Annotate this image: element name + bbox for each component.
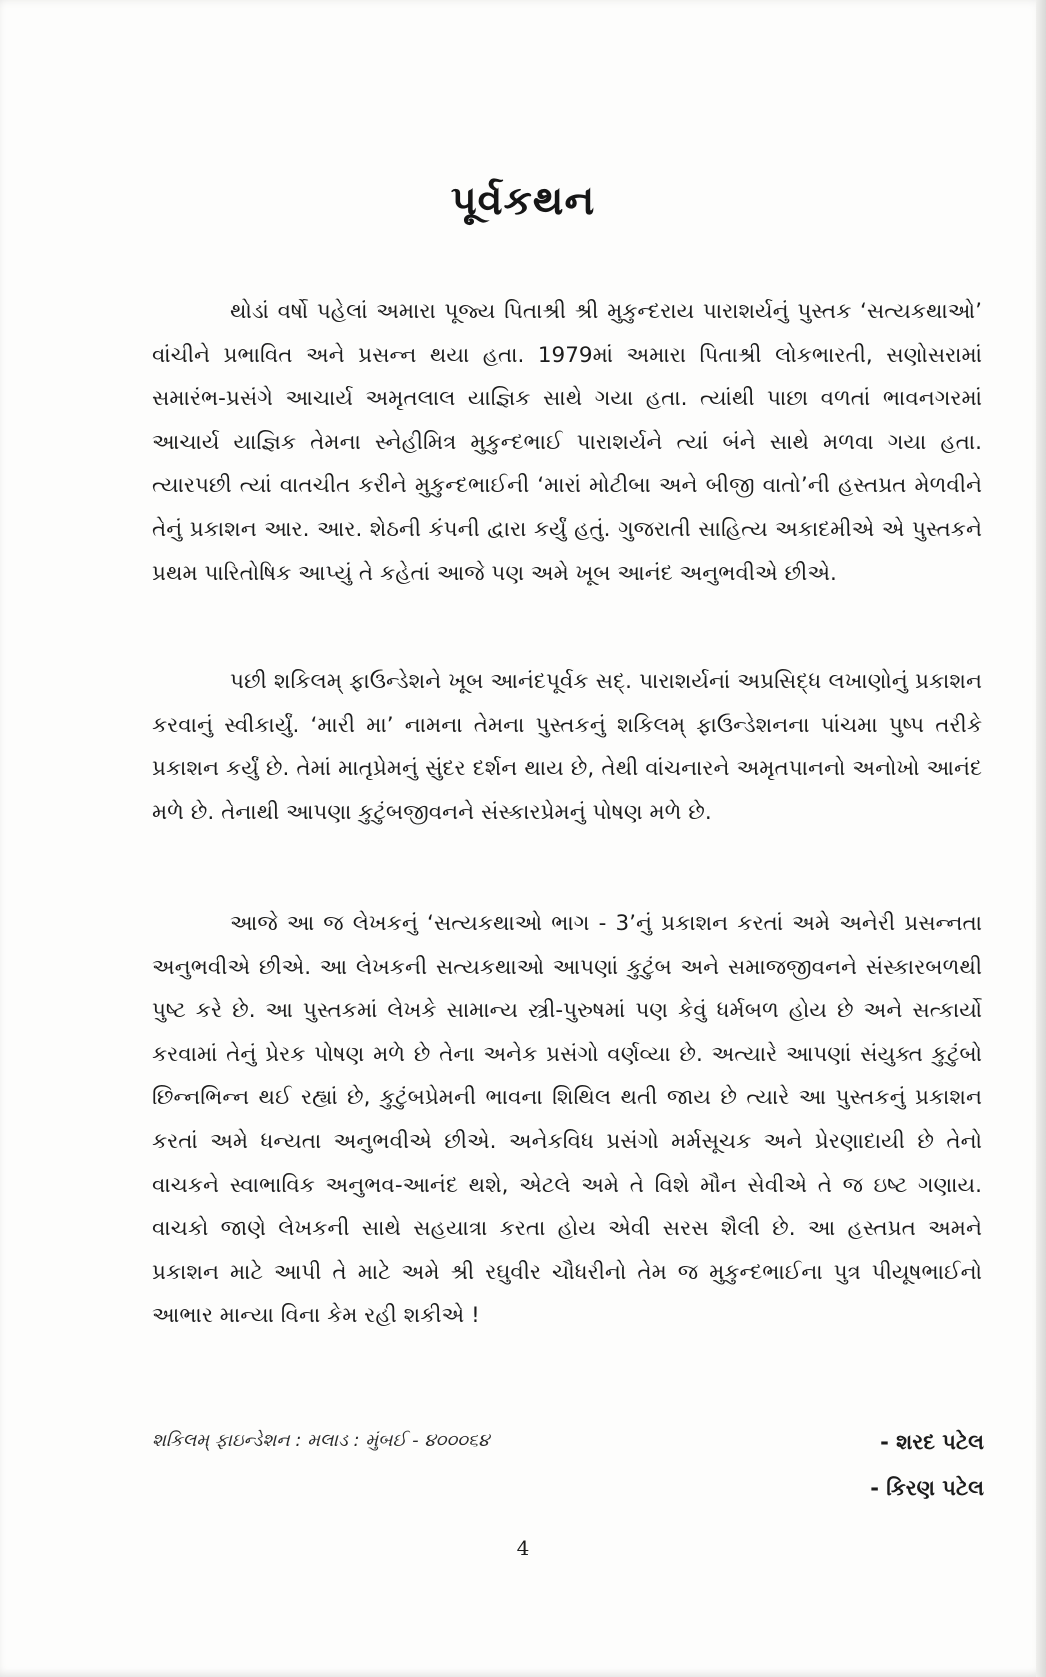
publisher-address: શકિલમ્ ફાઇન્ડેશન : મલાડ : મુંબઈ - ૪૦૦૦૬૪: [152, 1430, 490, 1451]
page-edge-shadow: [1036, 0, 1046, 1677]
page-title: પૂર્વકથન: [450, 178, 596, 224]
signature-1: - શરદ પટેલ: [880, 1430, 984, 1454]
signature-2: - કિરણ પટેલ: [870, 1476, 984, 1500]
paragraph-1: થોડાં વર્ષો પહેલાં અમારા પૂજ્ય પિતાશ્રી શ્રી મુકુન્દરાય પારાશર્યનું પુસ્તક ‘સત્યકથાઓ’ વાંચીને પ્રભાવિત અને પ્રસન્ન થયા હતા. 1979માં અમારા પિતાશ્રી લોકભારતી, સણોસરામાં સમારંભ-પ્રસંગે આચાર્ય અમૃતલાલ યાજ્ઞિક સાથે ગયા હતા. ત્યાંથી પાછા વળતાં ભાવનગરમાં આચાર્ય યાજ્ઞિક તેમના સ્નેહીમિત્ર મુકુન્દભાઈ પારાશર્યને ત્યાં બંને સાથે મળવા ગયા હતા. ત્યારપછી ત્યાં વાતચીત કરીને મુકુન્દભાઈની ‘મારાં મોટીબા અને બીજી વાતો’ની હસ્તપ્રત મેળવીને તેનું પ્રકાશન આર. આર. શેઠની કંપની દ્વારા કર્યું હતું. ગુજરાતી સાહિત્ય અકાદમીએ એ પુસ્તકને પ્રથમ પારિતોષિક આપ્યું તે કહેતાં આજે પણ અમે ખૂબ આનંદ અનુભવીએ છીએ.: [152, 299, 982, 586]
paragraph-2: પછી શકિલમ્ ફાઉન્ડેશને ખૂબ આનંદપૂર્વક સદ્. પારાશર્યનાં અપ્રસિદ્ધ લખાણોનું પ્રકાશન કરવાનું સ્વીકાર્યું. ‘મારી મા’ નામના તેમના પુસ્તકનું શકિલમ્ ફાઉન્ડેશનના પાંચમા પુષ્પ તરીકે પ્રકાશન કર્યું છે. તેમાં માતૃપ્રેમનું સુંદર દર્શન થાય છે, તેથી વાંચનારને અમૃતપાનનો અનોખો આનંદ મળે છે. તેનાથી આપણા કુટુંબજીવનને સંસ્કારપ્રેમનું પોષણ મળે છે.: [152, 669, 982, 825]
page-number: 4: [516, 1536, 530, 1560]
paragraph-3: આજે આ જ લેખકનું ‘સત્યકથાઓ ભાગ - 3’નું પ્રકાશન કરતાં અમે અનેરી પ્રસન્નતા અનુભવીએ છીએ. આ લેખકની સત્યકથાઓ આપણાં કુટુંબ અને સમાજજીવનને સંસ્કારબળથી પુષ્ટ કરે છે. આ પુસ્તકમાં લેખકે સામાન્ય સ્ત્રી-પુરુષમાં પણ કેવું ધર્મબળ હોય છે અને સત્કાર્યો કરવામાં તેનું પ્રેરક પોષણ મળે છે તેના અનેક પ્રસંગો વર્ણવ્યા છે. અત્યારે આપણાં સંયુક્ત કુટુંબો છિન્નભિન્ન થઈ રહ્યાં છે, કુટુંબપ્રેમની ભાવના શિથિલ થતી જાય છે ત્યારે આ પુસ્તકનું પ્રકાશન કરતાં અમે ધન્યતા અનુભવીએ છીએ. અનેકવિધ પ્રસંગો મર્મસૂચક અને પ્રેરણાદાયી છે તેનો વાચકને સ્વાભાવિક અનુભવ-આનંદ થશે, એટલે અમે તે વિશે મૌન સેવીએ તે જ ઇષ્ટ ગણાય. વાચકો જાણે લેખકની સાથે સહયાત્રા કરતા હોય એવી સરસ શૈલી છે. આ હસ્તપ્રત અમને પ્રકાશન માટે આપી તે માટે અમે શ્રી રઘુવીર ચૌધરીનો તેમ જ મુકુન્દભાઈના પુત્ર પીયૂષભાઈનો આભાર માન્યા વિના કેમ રહી શકીએ !: [152, 911, 982, 1329]
